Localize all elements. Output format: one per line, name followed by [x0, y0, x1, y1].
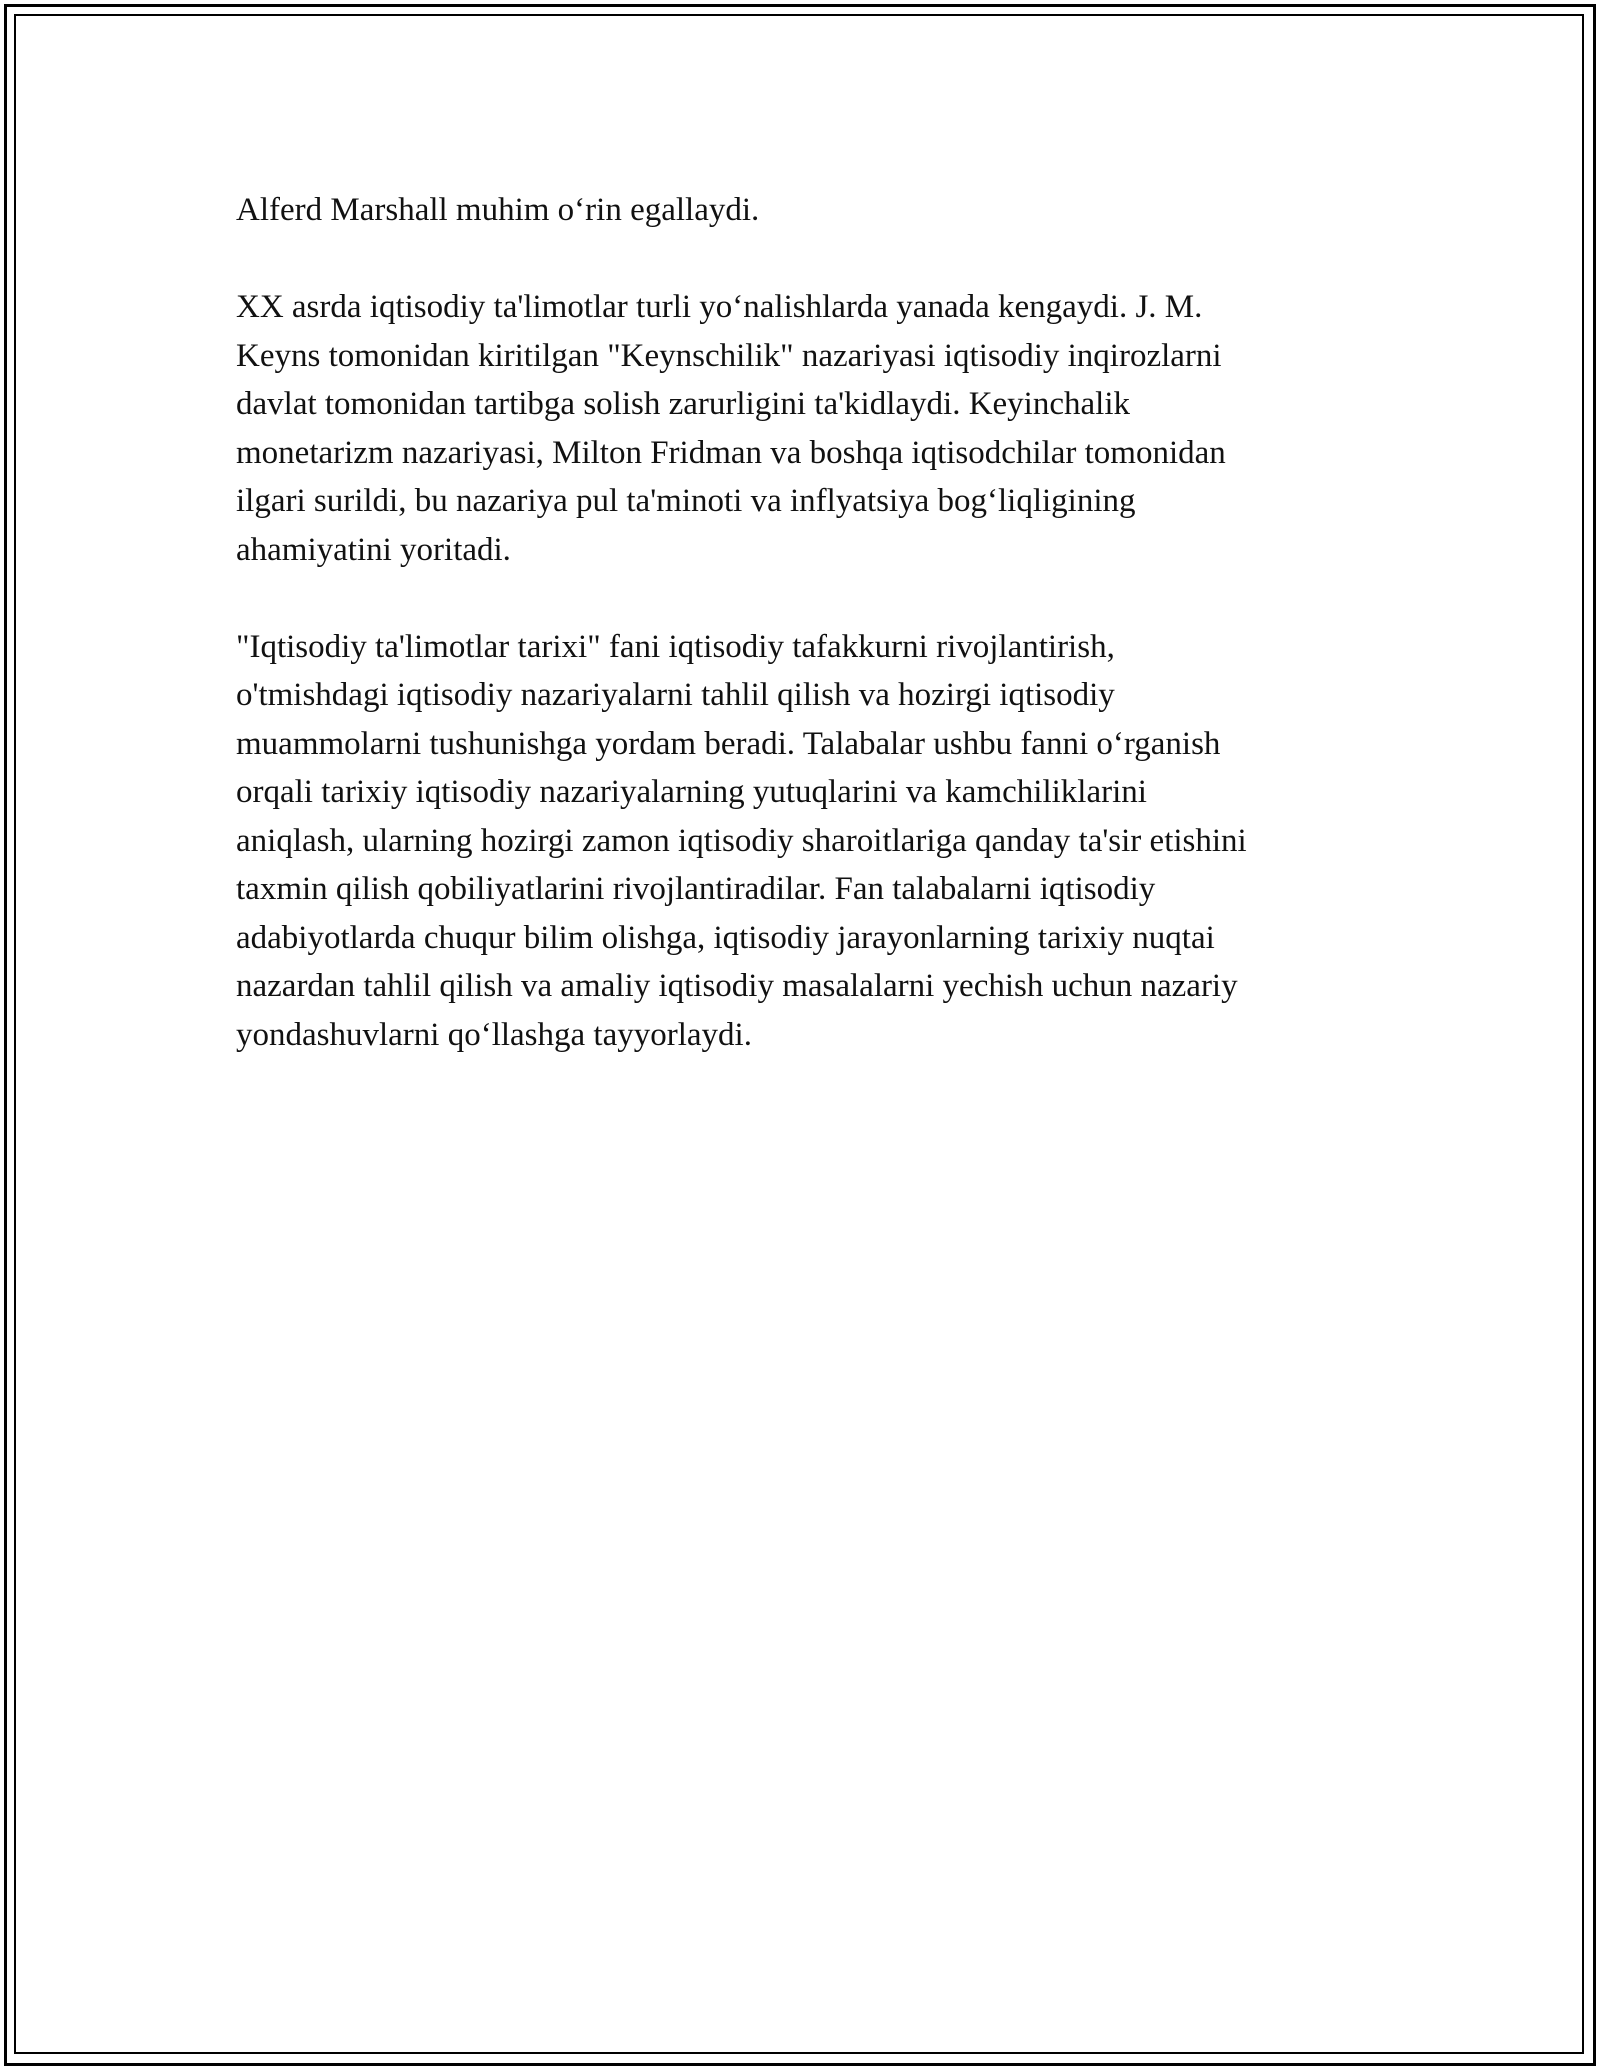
text-line: adabiyotlarda chuqur bilim olishga, iqtisodiy jarayonlarning tarixiy nuqtai: [236, 919, 1215, 956]
text-line: ilgari surildi, bu nazariya pul ta'minoti va inflyatsiya bog‘liqligining: [236, 483, 1136, 519]
text-line: "Iqtisodiy ta'limotlar tarixi" fani iqtisodiy tafakkurni rivojlantirish,: [236, 628, 1115, 665]
document-body: [236, 186, 1386, 1108]
text-line: XX asrda iqtisodiy ta'limotlar turli yo‘nalishlarda yanada kengaydi. J. M.: [236, 289, 1203, 325]
text-line: davlat tomonidan tartibga solish zarurligini ta'kidlaydi. Keyinchalik: [236, 386, 1130, 422]
paragraph-3: [236, 623, 1386, 1060]
paragraph-1: [236, 186, 1386, 235]
text-line: taxmin qilish qobiliyatlarini rivojlantiradilar. Fan talabalarni iqtisodiy: [236, 871, 1156, 907]
text-line: monetarizm nazariyasi, Milton Fridman va boshqa iqtisodchilar tomonidan: [236, 434, 1226, 471]
paragraph-2: [236, 283, 1386, 574]
text-line: orqali tarixiy iqtisodiy nazariyalarning yutuqlarini va kamchiliklarini: [236, 774, 1147, 810]
text-line: o'tmishdagi iqtisodiy nazariyalarni tahlil qilish va hozirgi iqtisodiy: [236, 677, 1115, 713]
text-line: aniqlash, ularning hozirgi zamon iqtisodiy sharoitlariga qanday ta'sir etishini: [236, 822, 1247, 859]
text-line: Alferd Marshall muhim o‘rin egallaydi.: [236, 192, 760, 228]
text-line: yondashuvlarni qo‘llashga tayyorlaydi.: [236, 1016, 752, 1053]
text-line: Keyns tomonidan kiritilgan "Keynschilik" nazariyasi iqtisodiy inqirozlarni: [236, 337, 1222, 374]
text-line: nazardan tahlil qilish va amaliy iqtisodiy masalalarni yechish uchun nazariy: [236, 968, 1238, 1004]
text-line: muammolarni tushunishga yordam beradi. Talabalar ushbu fanni o‘rganish: [236, 725, 1221, 762]
text-line: ahamiyatini yoritadi.: [236, 531, 511, 568]
